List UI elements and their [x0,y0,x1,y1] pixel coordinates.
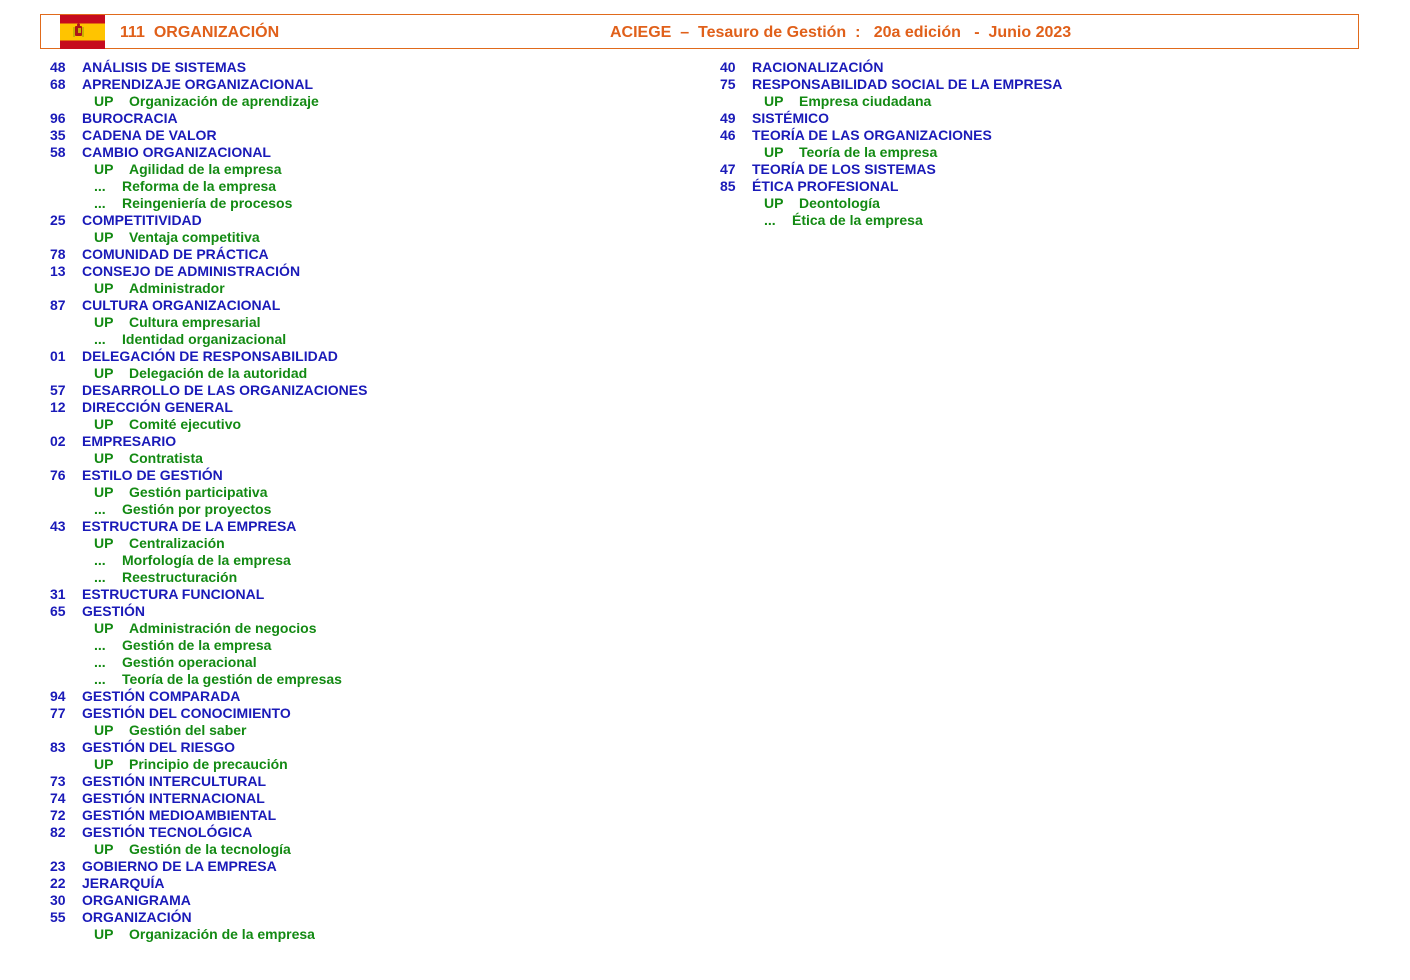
term-code: 12 [50,399,66,415]
term-code: 77 [50,705,66,721]
related-term: Teoría de la gestión de empresas [122,671,342,687]
use-for-term: Deontología [799,195,880,211]
term-label[interactable]: ESTRUCTURA FUNCIONAL [82,586,265,602]
use-for-term: Organización de la empresa [129,926,315,942]
related-term: Gestión por proyectos [122,501,272,517]
related-marker: ... [94,637,106,653]
use-for-term: Centralización [129,535,225,551]
term-code: 35 [50,127,66,143]
use-for-term: Cultura empresarial [129,314,261,330]
related-term: Morfología de la empresa [122,552,291,568]
term-label[interactable]: RESPONSABILIDAD SOCIAL DE LA EMPRESA [752,76,1063,92]
use-for-term: Teoría de la empresa [799,144,938,160]
related-term: Reingeniería de procesos [122,195,293,211]
term-label[interactable]: TEORÍA DE LAS ORGANIZACIONES [752,127,992,143]
section-title: 111 ORGANIZACIÓN [120,24,280,41]
term-code: 83 [50,739,66,755]
use-for-term: Administrador [129,280,225,296]
related-marker: ... [94,178,106,194]
term-code: 49 [720,110,736,126]
related-marker: ... [94,671,106,687]
term-label[interactable]: ORGANIGRAMA [82,892,191,908]
use-for-term: Contratista [129,450,203,466]
use-for-marker: UP [94,722,114,738]
term-code: 23 [50,858,66,874]
term-label[interactable]: BUROCRACIA [82,110,178,126]
term-code: 74 [50,790,66,806]
term-label[interactable]: GESTIÓN DEL RIESGO [82,739,235,755]
term-code: 31 [50,586,66,602]
term-code: 22 [50,875,66,891]
use-for-marker: UP [94,841,114,857]
term-code: 82 [50,824,66,840]
term-code: 65 [50,603,66,619]
term-label[interactable]: ESTILO DE GESTIÓN [82,467,223,483]
use-for-term: Organización de aprendizaje [129,93,319,109]
use-for-marker: UP [94,314,114,330]
term-label[interactable]: SISTÉMICO [752,110,830,126]
related-marker: ... [94,552,106,568]
term-label[interactable]: CONSEJO DE ADMINISTRACIÓN [82,263,301,279]
term-label[interactable]: GOBIERNO DE LA EMPRESA [82,858,277,874]
term-label[interactable]: APRENDIZAJE ORGANIZACIONAL [82,76,314,92]
use-for-term: Ventaja competitiva [129,229,260,245]
term-label[interactable]: GESTIÓN INTERCULTURAL [82,773,267,789]
related-marker: ... [94,569,106,585]
term-code: 85 [720,178,736,194]
term-label[interactable]: DESARROLLO DE LAS ORGANIZACIONES [82,382,368,398]
use-for-term: Agilidad de la empresa [129,161,282,177]
term-label[interactable]: ANÁLISIS DE SISTEMAS [82,59,247,75]
term-label[interactable]: ÉTICA PROFESIONAL [752,178,899,194]
use-for-term: Comité ejecutivo [129,416,242,432]
use-for-marker: UP [94,756,114,772]
use-for-marker: UP [94,280,114,296]
term-code: 72 [50,807,66,823]
term-code: 55 [50,909,66,925]
term-label[interactable]: COMUNIDAD DE PRÁCTICA [82,246,269,262]
term-label[interactable]: GESTIÓN MEDIOAMBIENTAL [82,807,277,823]
use-for-marker: UP [94,620,114,636]
term-label[interactable]: GESTIÓN INTERNACIONAL [82,790,265,806]
related-term: Gestión de la empresa [122,637,272,653]
term-code: 96 [50,110,66,126]
page-header [40,14,1359,49]
term-label[interactable]: CADENA DE VALOR [82,127,217,143]
term-code: 40 [720,59,736,75]
term-label[interactable]: ORGANIZACIÓN [82,909,192,925]
related-marker: ... [764,212,776,228]
use-for-marker: UP [94,365,114,381]
related-marker: ... [94,195,106,211]
term-label[interactable]: CAMBIO ORGANIZACIONAL [82,144,271,160]
use-for-marker: UP [94,229,114,245]
use-for-marker: UP [94,535,114,551]
use-for-marker: UP [94,161,114,177]
term-label[interactable]: GESTIÓN [82,603,146,619]
use-for-term: Delegación de la autoridad [129,365,308,381]
term-label[interactable]: GESTIÓN TECNOLÓGICA [82,824,253,840]
term-code: 02 [50,433,66,449]
related-term: Reestructuración [122,569,238,585]
use-for-marker: UP [764,144,784,160]
term-code: 43 [50,518,66,534]
term-label[interactable]: GESTIÓN COMPARADA [82,688,241,704]
use-for-term: Gestión del saber [129,722,247,738]
term-label[interactable]: RACIONALIZACIÓN [752,59,884,75]
term-code: 76 [50,467,66,483]
term-code: 73 [50,773,66,789]
term-code: 30 [50,892,66,908]
term-label[interactable]: ESTRUCTURA DE LA EMPRESA [82,518,297,534]
term-code: 01 [50,348,66,364]
use-for-marker: UP [94,416,114,432]
use-for-marker: UP [94,450,114,466]
term-code: 68 [50,76,66,92]
term-label[interactable]: TEORÍA DE LOS SISTEMAS [752,161,936,177]
term-code: 25 [50,212,66,228]
use-for-marker: UP [764,195,784,211]
term-label[interactable]: GESTIÓN DEL CONOCIMIENTO [82,705,291,721]
related-term: Reforma de la empresa [122,178,277,194]
term-code: 13 [50,263,66,279]
use-for-marker: UP [94,93,114,109]
related-marker: ... [94,654,106,670]
term-code: 78 [50,246,66,262]
term-code: 94 [50,688,66,704]
use-for-term: Administración de negocios [129,620,317,636]
related-marker: ... [94,331,106,347]
term-code: 58 [50,144,66,160]
term-label[interactable]: DELEGACIÓN DE RESPONSABILIDAD [82,348,338,364]
use-for-term: Principio de precaución [129,756,288,772]
term-label[interactable]: CULTURA ORGANIZACIONAL [82,297,281,313]
use-for-marker: UP [764,93,784,109]
term-code: 75 [720,76,736,92]
related-term: Identidad organizacional [122,331,287,347]
related-term: Ética de la empresa [792,212,923,228]
use-for-term: Gestión participativa [129,484,268,500]
related-marker: ... [94,501,106,517]
use-for-marker: UP [94,484,114,500]
use-for-marker: UP [94,926,114,942]
term-label[interactable]: JERARQUÍA [82,875,165,891]
term-code: 47 [720,161,736,177]
term-label[interactable]: EMPRESARIO [82,433,177,449]
term-code: 48 [50,59,66,75]
term-code: 87 [50,297,66,313]
term-label[interactable]: DIRECCIÓN GENERAL [82,399,233,415]
use-for-term: Gestión de la tecnología [129,841,291,857]
term-label[interactable]: COMPETITIVIDAD [82,212,202,228]
term-code: 57 [50,382,66,398]
spain-flag-icon [60,15,105,49]
term-code: 46 [720,127,736,143]
related-term: Gestión operacional [122,654,257,670]
use-for-term: Empresa ciudadana [799,93,932,109]
document-title: ACIEGE – Tesauro de Gestión : 20a edición - Junio 2023 [610,24,1072,41]
